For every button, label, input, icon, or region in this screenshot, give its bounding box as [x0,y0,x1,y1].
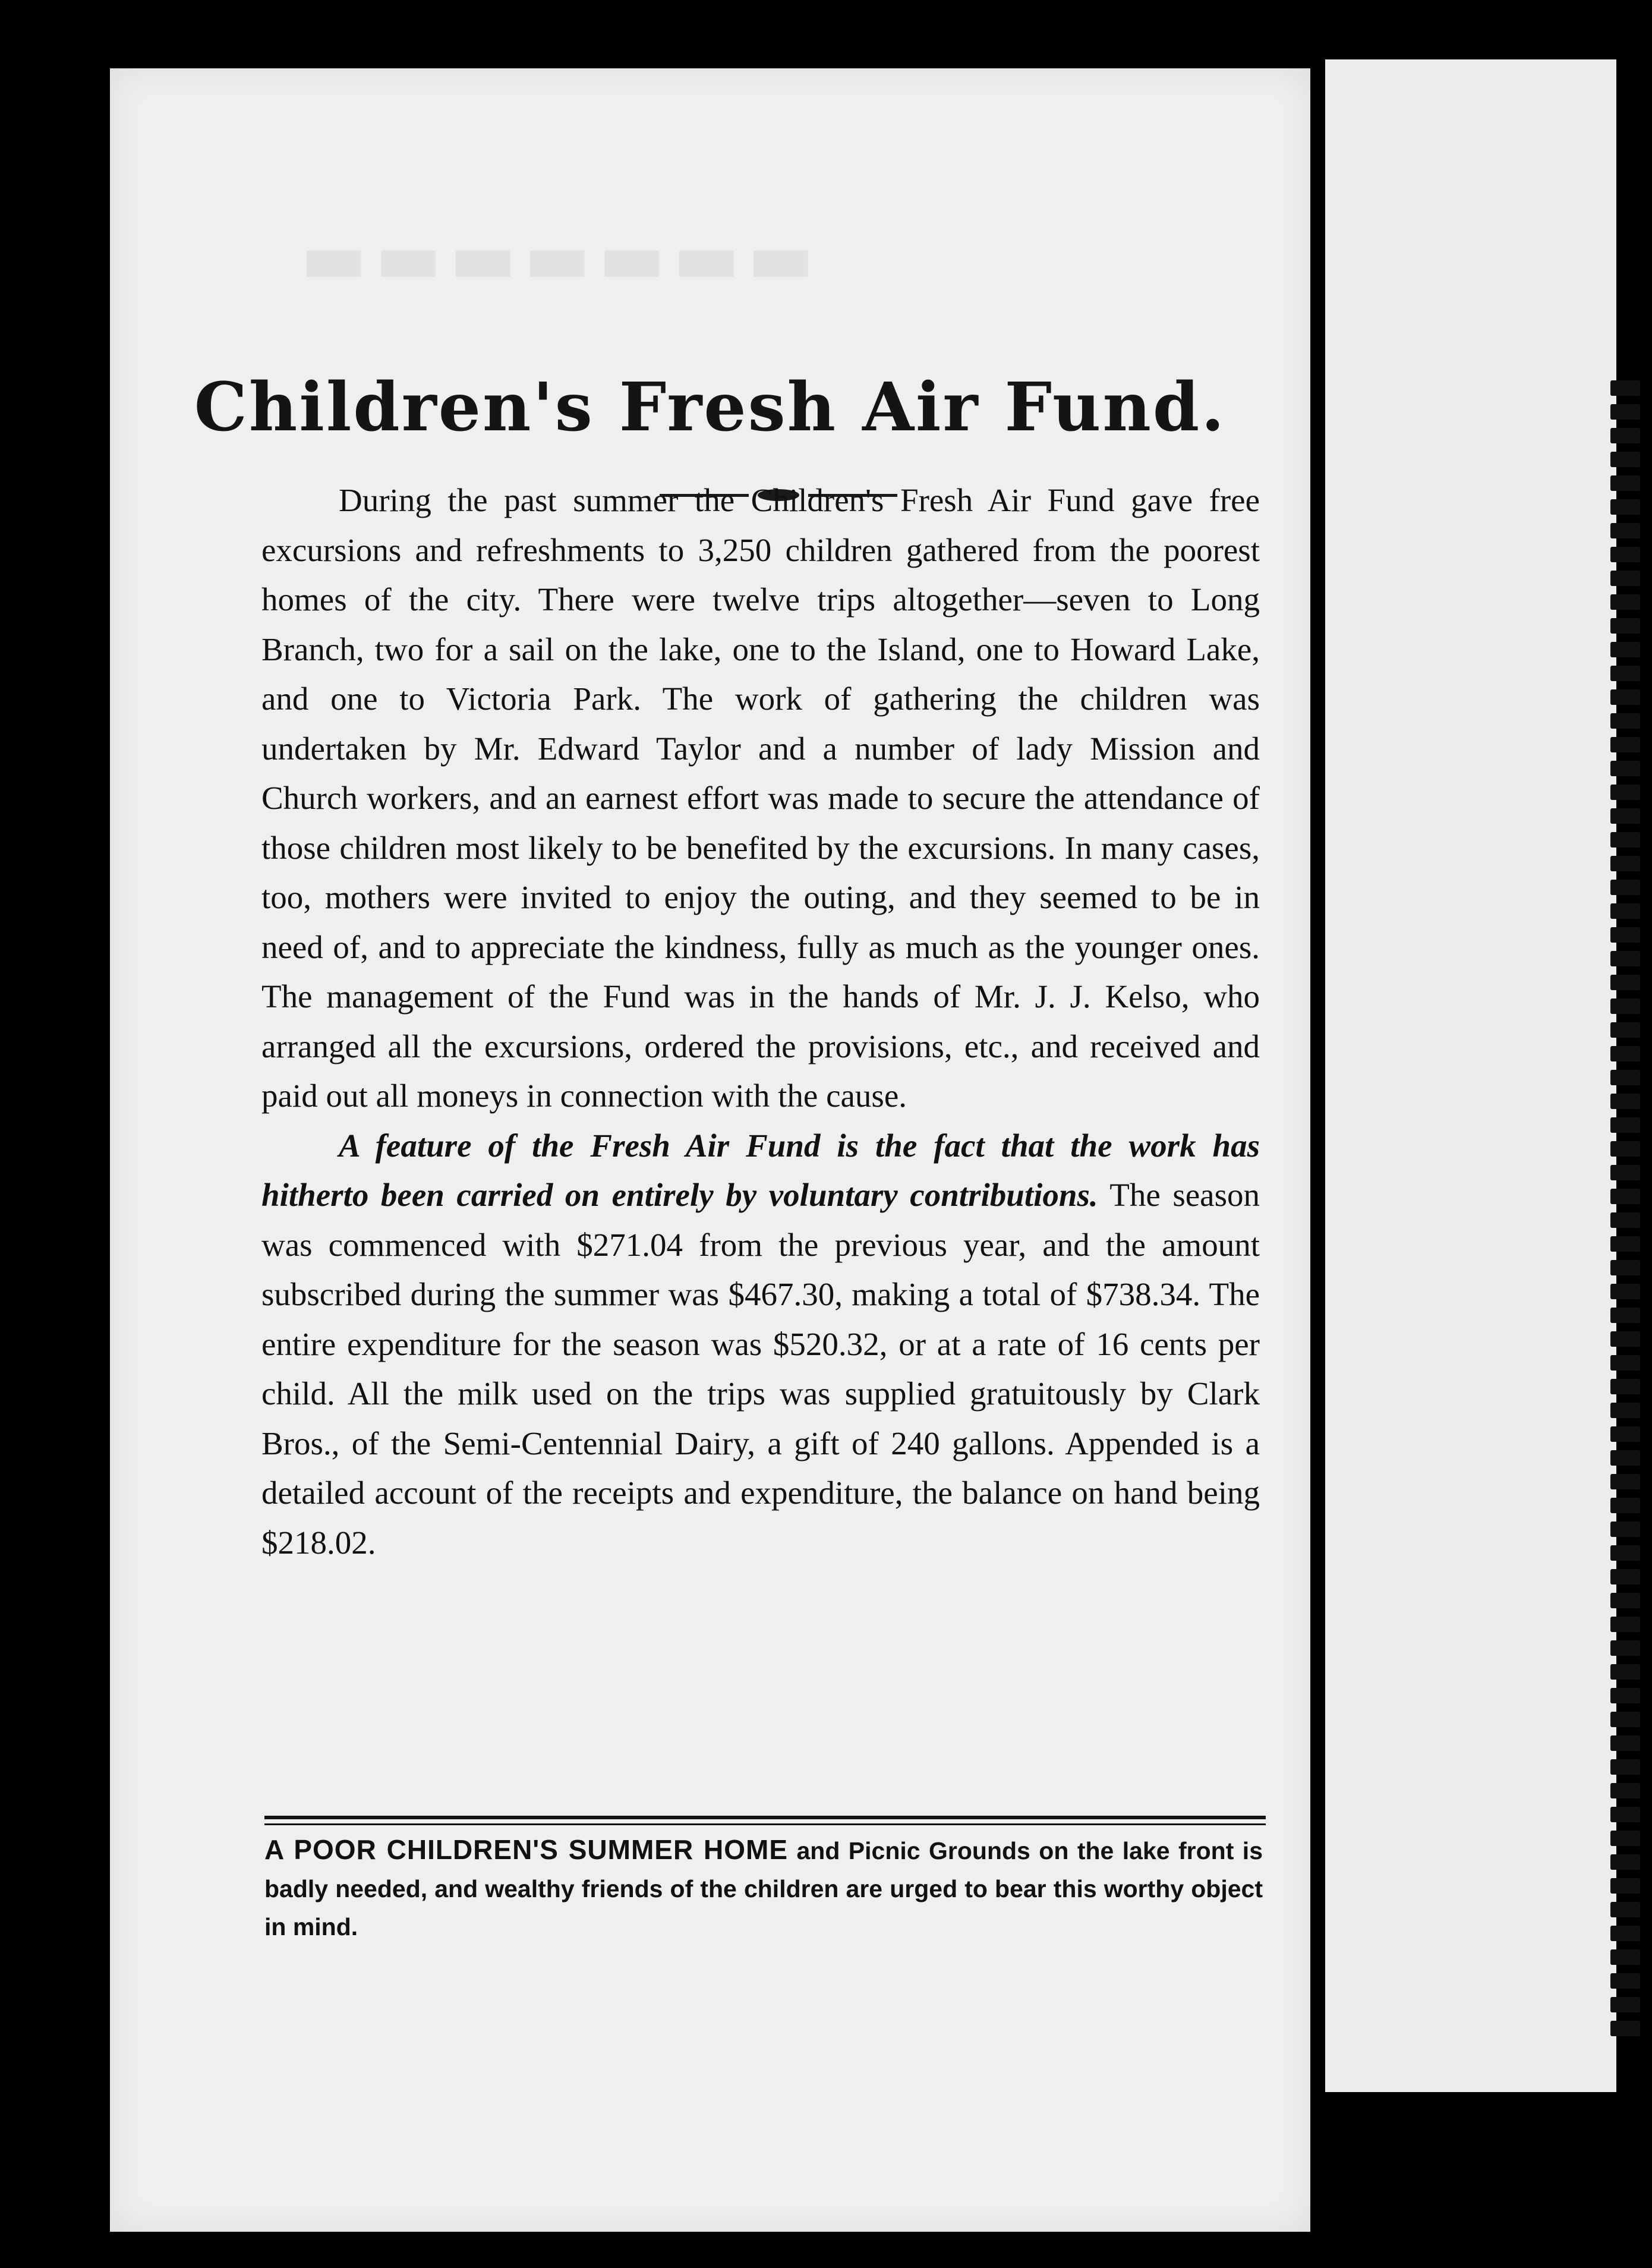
bleed-through-marks: ▬▬▬▬▬▬▬ [300,217,822,300]
article-body [261,475,1260,1567]
adjacent-page-edge [1325,59,1616,2092]
adjacent-page-margin-marks [1610,380,1622,2056]
notice-lead: A POOR CHILDREN'S SUMMER HOME [264,1834,789,1865]
paragraph-2-emphasis: A feature of the Fresh Air Fund is the fact that the work has hitherto been carried on entirely by voluntary contributions. [261,1127,1260,1213]
divider-rule-thick [264,1816,1266,1819]
paragraph-2-text: The season was commenced with $271.04 from the previous year, and the amount subscribed during the summer was $467.30, making a total of $738.34. The entire expenditure for the season was $520.32, or at a rate of 16 cents per child. All the milk used on the trips was supplied gratuitously by Clark Bros., of the Semi-Centennial Dairy, a gift of 240 gallons. Appended is a detailed account of the receipts and expenditure, the balance on hand being $218.02. [261,1177,1260,1561]
paragraph-2 [261,1121,1260,1568]
summer-home-notice [264,1831,1263,1946]
notice-text: and Picnic Grounds on the lake front is badly needed, and wealthy friends of the children are urged to bear this worthy object in mind. [264,1837,1263,1941]
paragraph-1: During the past summer the Children's Fresh Air Fund gave free excursions and refreshments to 3,250 children gathered from the poorest homes of the city. There were twelve trips altogether—seven to Long Branch, two for a sail on the lake, one to the Island, one to Howard Lake, and one to Victoria Park. The work of gathering the children was undertaken by Mr. Edward Taylor and a number of lady Mission and Church workers, and an earnest effort was made to secure the attendance of those children most likely to be benefited by the excursions. In many cases, too, mothers were invited to enjoy the outing, and they seemed to be in need of, and to appreciate the kindness, fully as much as the younger ones. The management of the Fund was in the hands of Mr. J. J. Kelso, who arranged all the excursions, ordered the provisions, etc., and received and paid out all moneys in connection with the cause. [261,482,1260,1114]
divider-rule-thin [264,1823,1266,1825]
document-title: Children's Fresh Air Fund. [194,368,1227,446]
